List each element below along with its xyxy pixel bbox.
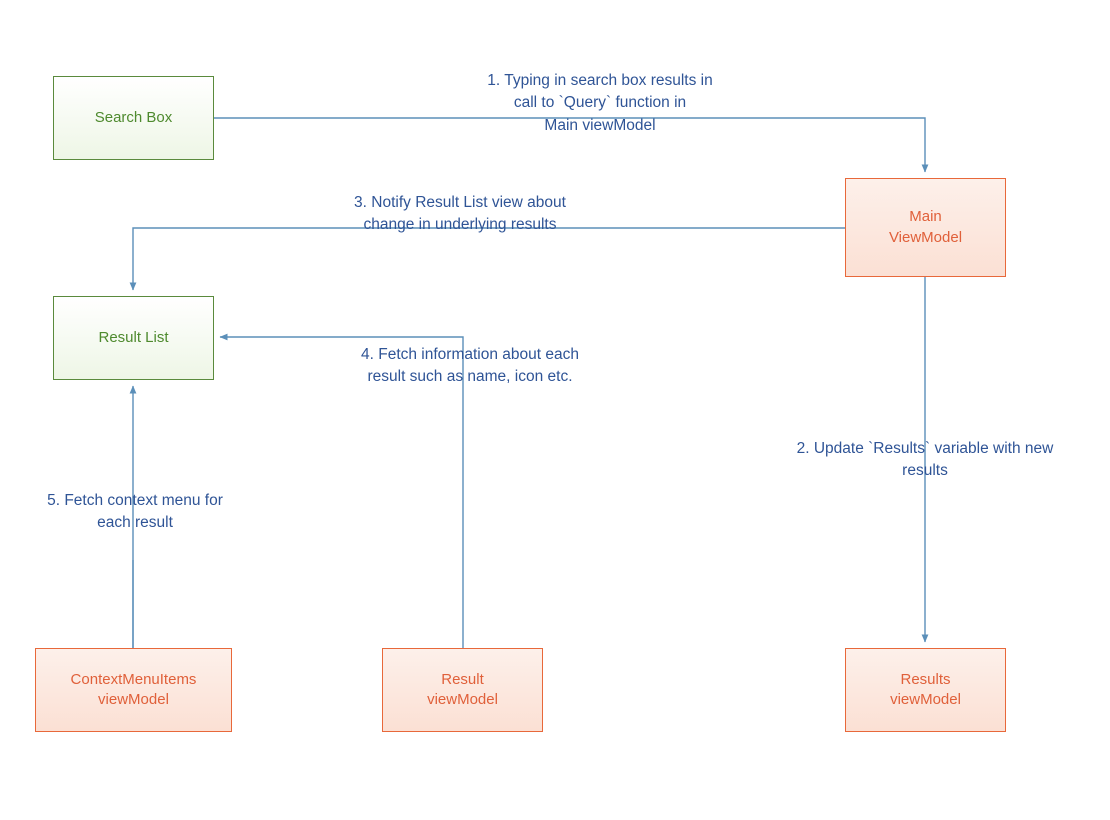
edge-label-step-5: 5. Fetch context menu for each result [47,492,223,532]
edge-label-step-2: 2. Update `Results` variable with new results [796,440,1054,480]
node-main-viewmodel[interactable] [845,178,1006,277]
connector-main-viewmodel-to-result-list [133,228,845,290]
edge-label-step-4: 4. Fetch information about each result such as name, icon etc. [361,346,579,386]
node-result-viewmodel-label: Result viewModel [427,670,498,708]
node-contextmenuitems-viewmodel[interactable] [35,648,232,732]
node-main-viewmodel-label: Main ViewModel [888,208,963,246]
node-results-viewmodel-label: Results viewModel [890,670,961,708]
node-results-viewmodel[interactable] [845,648,1006,732]
node-search-box[interactable] [53,76,214,160]
node-result-viewmodel[interactable] [382,648,543,732]
edge-label-step-1: 1. Typing in search box results in call to `Query` function in Main viewModel [487,72,713,134]
edge-label-step-3: 3. Notify Result List view about change in underlying results [354,194,566,234]
node-result-list[interactable] [53,296,214,380]
node-contextmenuitems-viewmodel-label: ContextMenuItems viewModel [70,670,197,708]
node-search-box-label: Search Box [94,108,173,126]
node-result-list-label: Result List [98,328,169,346]
